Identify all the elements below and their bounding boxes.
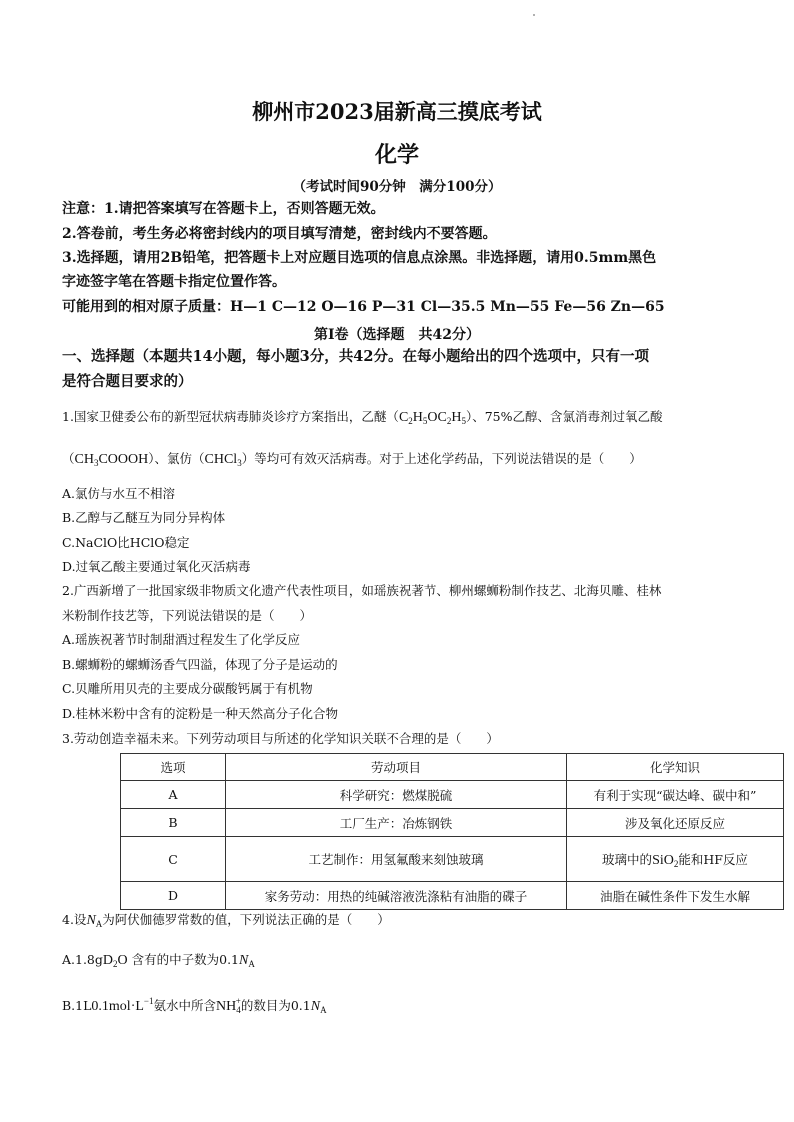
section-heading-2: 是符合题目要求的） xyxy=(62,373,193,390)
scan-dot xyxy=(533,14,535,16)
ammonium-formula: $NH_4^+$ xyxy=(216,996,241,1015)
q1-option-d: D.过氧乙酸主要通过氧化灭活病毒 xyxy=(62,559,251,574)
concentration-unit: $0.1mol\cdot L^{-1}$ xyxy=(91,996,154,1014)
knowledge-cell: 油脂在碱性条件下发生水解 xyxy=(567,882,784,910)
chloroform-formula: CHCl$_3$ xyxy=(204,452,242,468)
q2-option-a: A.瑶族祝著节时制甜酒过程发生了化学反应 xyxy=(62,632,301,647)
note-3-cont: 字迹签字笔在答题卡指定位置作答。 xyxy=(62,274,286,290)
table-row xyxy=(121,781,784,809)
option-cell: B xyxy=(121,809,226,837)
labor-cell: 工艺制作：用氢氟酸来刻蚀玻璃 xyxy=(226,837,567,882)
exam-info: （考试时间90分钟 满分100分） xyxy=(292,179,502,195)
knowledge-cell: 有利于实现“碳达峰、碳中和” xyxy=(567,781,784,809)
q3-stem: 3.劳动创造幸福未来。下列劳动项目与所述的化学知识关联不合理的是（ ） xyxy=(62,731,499,746)
avogadro-symbol: $N_A$ xyxy=(86,913,103,929)
q4-option-a xyxy=(62,950,255,969)
option-cell: C xyxy=(121,837,226,882)
labor-cell: 家务劳动：用热的纯碱溶液洗涤粘有油脂的碟子 xyxy=(226,882,567,910)
d2o-formula: $D_2O$ xyxy=(102,953,128,969)
q1-line-1 xyxy=(62,407,663,426)
q4-text: A.1.8g xyxy=(62,952,103,967)
q1-text: （ xyxy=(62,451,75,466)
note-3: 3.选择题，请用2B铅笔，把答题卡上对应题目选项的信息点涂黑。非选择题，请用0.5mm黑色 xyxy=(62,250,657,266)
section-heading-1: 一、选择题（本题共14小题，每小题3分，共42分。在每小题给出的四个选项中，只有一项 xyxy=(62,348,649,365)
table-row xyxy=(121,809,784,837)
knowledge-text: 玻璃中的 xyxy=(602,851,653,867)
avogadro-symbol: $N_A$ xyxy=(310,999,327,1015)
q1-line-2 xyxy=(62,449,642,468)
option-cell: A xyxy=(121,781,226,809)
q4-text: B.1L xyxy=(62,998,92,1013)
q1-text: ）等均可有效灭活病毒。对于上述化学药品，下列说法错误的是（ ） xyxy=(241,451,642,466)
avogadro-symbol: $N_A$ xyxy=(239,953,255,969)
q4-text: 氨水中所含 xyxy=(153,998,217,1013)
q2-stem-1: 2.广西新增了一批国家级非物质文化遗产代表性项目，如瑶族祝著节、柳州螺蛳粉制作技艺、北海贝雕、桂林 xyxy=(62,583,662,598)
q4-text: 4.设 xyxy=(62,912,87,927)
q2-option-b: B.螺蛳粉的螺蛳汤香气四溢，体现了分子是运动的 xyxy=(62,657,338,672)
note-1: 注意：1.请把答案填写在答题卡上，否则答题无效。 xyxy=(62,201,385,217)
labor-cell: 工厂生产：冶炼钢铁 xyxy=(226,809,567,837)
volume-heading: 第I卷（选择题 共42分） xyxy=(313,327,481,343)
q1-text: 1.国家卫健委公布的新型冠状病毒肺炎诊疗方案指出，乙醚（ xyxy=(62,409,399,424)
q2-option-c: C.贝雕所用贝壳的主要成分碳酸钙属于有机物 xyxy=(62,681,313,696)
header-cell: 选项 xyxy=(121,754,226,781)
q4-option-b xyxy=(62,996,327,1015)
labor-cell: 科学研究：燃煤脱硫 xyxy=(226,781,567,809)
q4-text: 含有的中子数为0.1 xyxy=(131,952,240,967)
header-cell: 化学知识 xyxy=(567,754,784,781)
q4-text: 为阿伏伽德罗常数的值，下列说法正确的是（ ） xyxy=(102,912,390,927)
knowledge-cell xyxy=(567,837,784,882)
q1-option-b: B.乙醇与乙醚互为同分异构体 xyxy=(62,510,226,525)
table-header-row xyxy=(121,754,784,781)
q1-option-a: A.氯仿与水互不相溶 xyxy=(62,486,176,501)
exam-title: 柳州市2023届新高三摸底考试 xyxy=(252,99,542,124)
q1-text: ）、氯仿（ xyxy=(148,451,205,466)
q2-stem-2: 米粉制作技艺等，下列说法错误的是（ ） xyxy=(62,608,313,623)
q4-stem xyxy=(62,910,390,929)
header-cell: 劳动项目 xyxy=(226,754,567,781)
table-row xyxy=(121,882,784,910)
q2-option-d: D.桂林米粉中含有的淀粉是一种天然高分子化合物 xyxy=(62,706,339,721)
q1-text: ）、75%乙醇、含氯消毒剂过氧乙酸 xyxy=(465,409,663,424)
table-row xyxy=(121,837,784,882)
q1-option-c: C.NaClO比HClO稳定 xyxy=(62,535,190,550)
q4-text: 的数目为0.1 xyxy=(240,998,311,1013)
atomic-mass-note: 可能用到的相对原子质量：H—1 C—12 O—16 P—31 Cl—35.5 Mn—55 Fe—56 Zn—65 xyxy=(62,299,665,315)
ether-formula: $C_2H_5OC_2H_5$ xyxy=(398,410,466,426)
knowledge-cell: 涉及氧化还原反应 xyxy=(567,809,784,837)
peracetic-formula: $CH_3COOOH$ xyxy=(74,452,149,468)
sio2-formula: SiO$_2$ xyxy=(652,852,679,869)
note-2: 2.答卷前，考生务必将密封线内的项目填写清楚，密封线内不要答题。 xyxy=(62,226,497,242)
subject-title: 化学 xyxy=(374,142,419,168)
knowledge-text: 能和HF反应 xyxy=(678,851,748,867)
option-cell: D xyxy=(121,882,226,910)
q3-table xyxy=(120,753,784,910)
